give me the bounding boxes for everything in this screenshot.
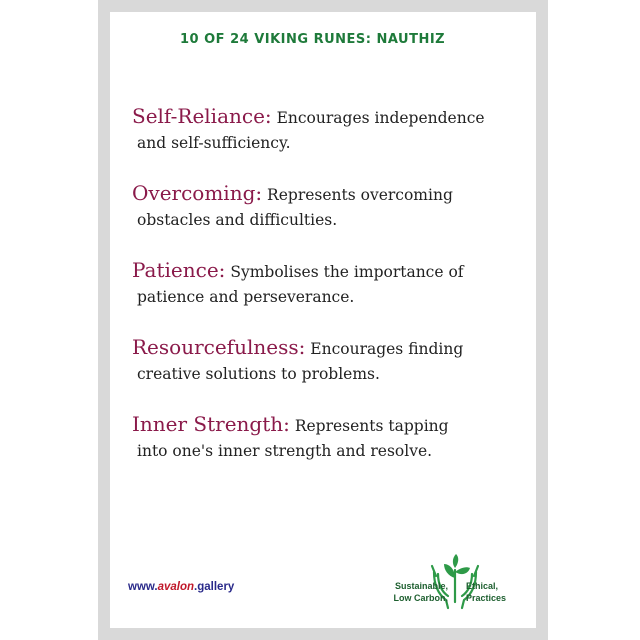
- entry-term: Inner Strength:: [132, 412, 290, 436]
- entry-resourcefulness: [132, 335, 527, 387]
- eco-text-left: [386, 580, 448, 604]
- entry-description-cont: creative solutions to problems.: [137, 365, 380, 383]
- entry-description: Represents tapping: [289, 417, 449, 435]
- entry-description: Represents overcoming: [262, 186, 453, 204]
- eco-text-sustainable: Sustainable,: [394, 581, 448, 591]
- entry-description-cont: patience and perseverance.: [137, 288, 355, 306]
- eco-text-low-carbon: Low Carbon,: [393, 593, 448, 603]
- website-link[interactable]: [128, 581, 234, 593]
- entry-description: Encourages finding: [305, 340, 464, 358]
- entry-description-cont: into one's inner strength and resolve.: [137, 442, 433, 460]
- entry-list: [132, 104, 527, 489]
- url-prefix: www.: [128, 581, 158, 593]
- eco-badge: [386, 552, 526, 612]
- entry-inner-strength: [132, 412, 527, 464]
- url-brand: avalon: [157, 581, 195, 593]
- entry-patience: [132, 258, 527, 310]
- entry-overcoming: [132, 181, 527, 233]
- entry-term: Overcoming:: [132, 181, 263, 205]
- entry-term: Resourcefulness:: [132, 335, 306, 359]
- entry-term: Self-Reliance:: [132, 104, 272, 128]
- entry-description-cont: obstacles and difficulties.: [137, 211, 338, 229]
- entry-description: Encourages independence: [271, 109, 485, 127]
- rune-card: [110, 12, 536, 628]
- entry-description-cont: and self-sufficiency.: [137, 134, 291, 152]
- eco-text-practices: Practices: [466, 593, 507, 603]
- url-suffix: .gallery: [194, 581, 235, 593]
- card-title: 10 OF 24 VIKING RUNES: NAUTHIZ: [180, 32, 446, 47]
- entry-self-reliance: [132, 104, 527, 156]
- eco-text-right: [466, 580, 506, 604]
- entry-description: Symbolises the importance of: [225, 263, 464, 281]
- entry-term: Patience:: [132, 258, 226, 282]
- eco-text-ethical: Ethical,: [466, 581, 499, 591]
